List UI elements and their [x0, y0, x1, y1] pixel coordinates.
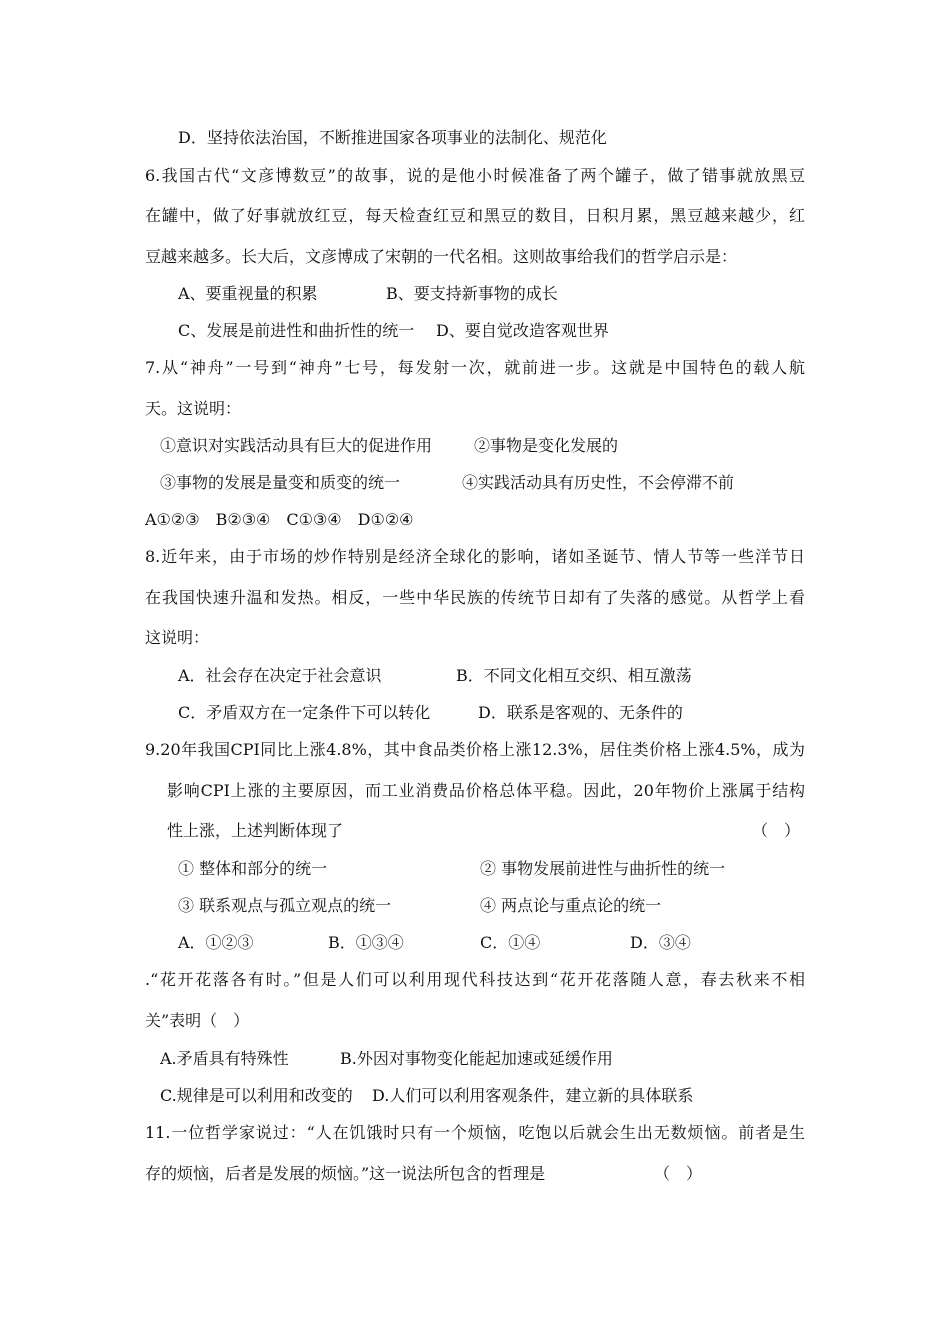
q9-option-a: A．①②③ [178, 933, 254, 952]
q6-option-d: D、要自觉改造客观世界 [436, 321, 609, 340]
q8-option-c: C．矛盾双方在一定条件下可以转化 [178, 703, 431, 722]
q6-stem-line-2: 在罐中，做了好事就放红豆，每天检查红豆和黑豆的数目，日积月累，黑豆越来越少，红 [145, 206, 805, 225]
q6-option-c: C、发展是前进性和曲折性的统一 [178, 321, 415, 340]
q8-option-d: D．联系是客观的、无条件的 [478, 703, 683, 722]
q11-answer-bracket: （ ） [654, 1164, 703, 1183]
q6-stem-line-1: 6.我国古代“文彦博数豆”的故事，说的是他小时候准备了两个罐子，做了错事就放黑豆 [145, 166, 805, 185]
q9-option-c: C．①④ [480, 933, 541, 952]
q9-item-1: ① 整体和部分的统一 [178, 859, 328, 878]
q6-stem-line-3: 豆越来越多。长大后，文彦博成了宋朝的一代名相。这则故事给我们的哲学启示是： [145, 247, 738, 266]
q10-stem-line-1: .“花开花落各有时。”但是人们可以利用现代科技达到“花开花落随人意，春去秋来不相 [145, 970, 805, 989]
q7-item-1: ①意识对实践活动具有巨大的促进作用 [160, 436, 433, 455]
q9-option-d: D．③④ [630, 933, 691, 952]
q8-stem-line-2: 在我国快速升温和发热。相反，一些中华民族的传统节日却有了失落的感觉。从哲学上看 [145, 588, 805, 607]
q7-stem-line-1: 7.从“神舟”一号到“神舟”七号，每发射一次，就前进一步。这就是中国特色的载人航 [145, 358, 805, 377]
q7-item-3: ③事物的发展是量变和质变的统一 [160, 473, 401, 492]
q9-stem-line-3: 性上涨，上述判断体现了 [167, 821, 344, 840]
q10-stem-line-2: 关”表明（ ） [145, 1011, 250, 1030]
q7-stem-line-2: 天。这说明： [145, 399, 242, 418]
q6-option-b: B、要支持新事物的成长 [386, 284, 558, 303]
q11-stem-line-1: 11.一位哲学家说过：“人在饥饿时只有一个烦恼，吃饱以后就会生出无数烦恼。前者是生 [145, 1123, 805, 1142]
q7-item-2: ②事物是变化发展的 [474, 436, 619, 455]
q11-stem-line-2: 存的烦恼，后者是发展的烦恼。”这一说法所包含的哲理是 [145, 1164, 546, 1183]
q7-item-4: ④实践活动具有历史性，不会停滞不前 [462, 473, 735, 492]
q10-option-c: C.规律是可以利用和改变的 [160, 1086, 353, 1105]
q10-option-d: D.人们可以利用客观条件，建立新的具体联系 [372, 1086, 694, 1105]
q8-stem-line-3: 这说明： [145, 628, 210, 647]
q8-option-b: B．不同文化相互交织、相互激荡 [456, 666, 692, 685]
q9-option-b: B．①③④ [328, 933, 404, 952]
q9-item-4: ④ 两点论与重点论的统一 [480, 896, 662, 915]
q8-option-a: A．社会存在决定于社会意识 [178, 666, 382, 685]
q9-stem-line-1: 9.20年我国CPI同比上涨4.8%，其中食品类价格上涨12.3%，居住类价格上涨4.5%，成为 [145, 740, 805, 759]
q6-option-a: A、要重视量的积累 [178, 284, 318, 303]
q10-option-b: B.外因对事物变化能起加速或延缓作用 [340, 1049, 613, 1068]
q9-item-2: ② 事物发展前进性与曲折性的统一 [480, 859, 726, 878]
q8-stem-line-1: 8.近年来，由于市场的炒作特别是经济全球化的影响，诸如圣诞节、情人节等一些洋节日 [145, 547, 805, 566]
q9-stem-line-2: 影响CPI上涨的主要原因，而工业消费品价格总体平稳。因此，20年物价上涨属于结构 [167, 781, 805, 800]
q7-choices: A①②③ B②③④ C①③④ D①②④ [145, 510, 414, 529]
q10-option-a: A.矛盾具有特殊性 [160, 1049, 289, 1068]
q9-item-3: ③ 联系观点与孤立观点的统一 [178, 896, 392, 915]
q9-answer-bracket: （ ） [752, 821, 801, 840]
q5-option-d: D．坚持依法治国，不断推进国家各项事业的法制化、规范化 [178, 128, 607, 147]
